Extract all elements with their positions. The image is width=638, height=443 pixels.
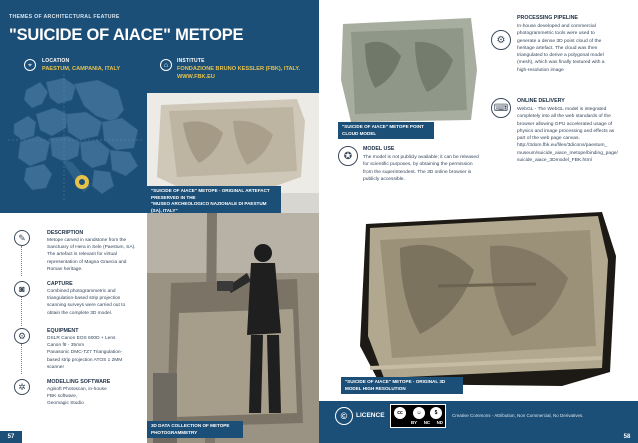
online-url-line[interactable]: suicide_aiace_3Dmodel_FBK.html [517, 158, 592, 164]
museum-caption-line1: "SUICIDE OF AIACE" METOPE - ORIGINAL ARTEFACT PRESERVED IN THE [151, 188, 270, 200]
text-line: FBK software, [47, 394, 78, 400]
section-title: CAPTURE [47, 281, 73, 287]
text-line: Roman heritage. [47, 266, 83, 272]
section-title: DESCRIPTION [47, 230, 84, 236]
text-line: Combined photogrammetric and [47, 289, 116, 294]
text-line: Metope carved in sandstone from the [47, 238, 127, 243]
section-connector-line [21, 296, 23, 326]
online-text [517, 106, 635, 164]
institute-icon: ⌂ [160, 59, 172, 71]
institute-url[interactable]: WWW.FBK.EU [177, 74, 215, 80]
online-url-line[interactable]: http://3dom.fbk.eu/files/3dicons/paestum_ [517, 143, 608, 149]
processing-icon: ⚙ [491, 30, 511, 50]
text-line: Panasonic DMC-TZ7 Triangulation- [47, 350, 123, 356]
location-value: PAESTUM, CAMPANIA, ITALY [42, 66, 121, 72]
text-line: for scientific purposes, by obtaining the permission [363, 162, 473, 168]
licence-label: LICENCE [356, 412, 385, 419]
point-cloud-model-image [335, 10, 483, 128]
scanning-photo-caption: 3D DATA COLLECTION OF METOPE PHOTOGRAMMETRY [147, 421, 243, 438]
point-cloud-caption: "SUICIDE OF AIACE" METOPE POINT CLOUD MODEL [338, 122, 434, 139]
high-resolution-model-caption: "SUICIDE OF AIACE" METOPE - ORIGINAL 3D MODEL HIGH RESOLUTION [341, 377, 463, 394]
page-number-right: 58 [616, 431, 638, 443]
museum-photo-caption [147, 186, 281, 216]
location-label: LOCATION [42, 58, 70, 64]
licence-bar [319, 401, 638, 443]
section-title: MODELLING SOFTWARE [47, 379, 111, 385]
noncommercial-icon: $ [430, 407, 442, 419]
text-line: scanning surveys were carried out to [47, 303, 126, 309]
text-line: The model is not publicly available; it can be released [363, 155, 479, 160]
camera-icon: ◙ [14, 281, 30, 297]
page-title: "SUICIDE OF AIACE" METOPE [9, 26, 244, 44]
museum-caption-line2: "MUSEO ARCHEOLOGICO NAZIONALE DI PAESTUM (SA), ITALY" [151, 201, 267, 213]
processing-text [517, 23, 635, 74]
institute-value: FONDAZIONE BRUNO KESSLER (FBK), ITALY. [177, 66, 301, 72]
licence-text: Creative Commons - Attribution, Non Commercial, No Derivatives. [452, 413, 584, 418]
equipment-icon: ⚙ [14, 328, 30, 344]
page-number-left: 57 [0, 431, 22, 443]
software-text [47, 386, 145, 408]
capture-text [47, 288, 145, 317]
description-icon: ✎ [14, 230, 30, 246]
section-connector-line [21, 344, 23, 374]
location-pin-icon: ⌖ [24, 59, 36, 71]
text-line: (mesh), which was finally textured with a [517, 60, 605, 66]
text-line: from the superintendent. The 3D online browser is [363, 169, 472, 175]
text-line: based strip projection ATOS 1 2MM [47, 357, 123, 363]
text-line: photogrammetric tools were used to [517, 31, 595, 37]
processing-title: PROCESSING PIPELINE [517, 15, 578, 21]
creative-commons-icon: © [335, 407, 353, 425]
online-url-line[interactable]: museum/suicide_aiace_metope/binding_page/ [517, 150, 618, 156]
text-line: DSLR Canon EOS 600D + Lens [47, 336, 116, 341]
text-line: WebGL - The WebGL model is integrated [517, 107, 607, 112]
text-line: browser allowing GPU accelerated usage of [517, 121, 613, 127]
text-line: physics and image processing and effects as [517, 128, 615, 134]
text-line: heritage artefact. The cloud was then [517, 45, 598, 51]
text-line: high-resolution image [517, 67, 564, 73]
section-connector-line [21, 246, 23, 276]
badge-by-label: BY [411, 420, 418, 425]
institute-label: INSTITUTE [177, 58, 205, 64]
cc-badge-labels [409, 420, 445, 427]
equipment-text [47, 335, 145, 371]
map-pin-icon [79, 179, 85, 185]
series-label: THEMES OF ARCHITECTURAL FEATURE [9, 14, 120, 20]
model-use-title: MODEL USE [363, 146, 395, 152]
text-line: scanner [47, 364, 65, 370]
online-title: ONLINE DELIVERY [517, 98, 565, 104]
text-line: Sanctuary of Hera in Sele (Paestum, SA). [47, 245, 136, 251]
cc-license-badge[interactable] [390, 404, 446, 428]
section-title: EQUIPMENT [47, 328, 79, 334]
text-line: part of the web page canvas. [517, 136, 580, 142]
text-line: The artefact is relevant for virtual [47, 252, 117, 258]
text-line: publicly accessible. [363, 176, 405, 182]
text-line: triangulation-based strip projection [47, 296, 121, 302]
text-line: completely into all the web standards of the [517, 114, 611, 120]
text-line: representation of Magna Graecia and [47, 259, 127, 265]
model-use-text [363, 154, 491, 183]
description-text [47, 237, 145, 273]
text-line: Geomagic Studio [47, 401, 84, 407]
text-line: obtain the complete 3D model. [47, 310, 113, 316]
cc-logo-icon: cc [394, 407, 406, 419]
badge-nd-label: ND [436, 420, 443, 425]
online-delivery-icon: ⌨ [491, 98, 511, 118]
text-line: In-house developed and commercial [517, 24, 596, 29]
attribution-icon: ☺ [413, 407, 425, 419]
scanning-photo [147, 213, 319, 443]
model-use-icon: ✪ [338, 146, 358, 166]
text-line: Canon f8 - 35mm [47, 343, 85, 349]
badge-nc-label: NC [423, 420, 431, 425]
high-resolution-model-image [340, 196, 630, 392]
text-line: triangulated to derive a polygonal model [517, 53, 604, 59]
text-line: Agisoft Photoscan, in-house [47, 387, 107, 392]
text-line: generate a dense 3D point cloud of the [517, 38, 602, 44]
software-icon: ✲ [14, 379, 30, 395]
europe-map [6, 70, 146, 210]
